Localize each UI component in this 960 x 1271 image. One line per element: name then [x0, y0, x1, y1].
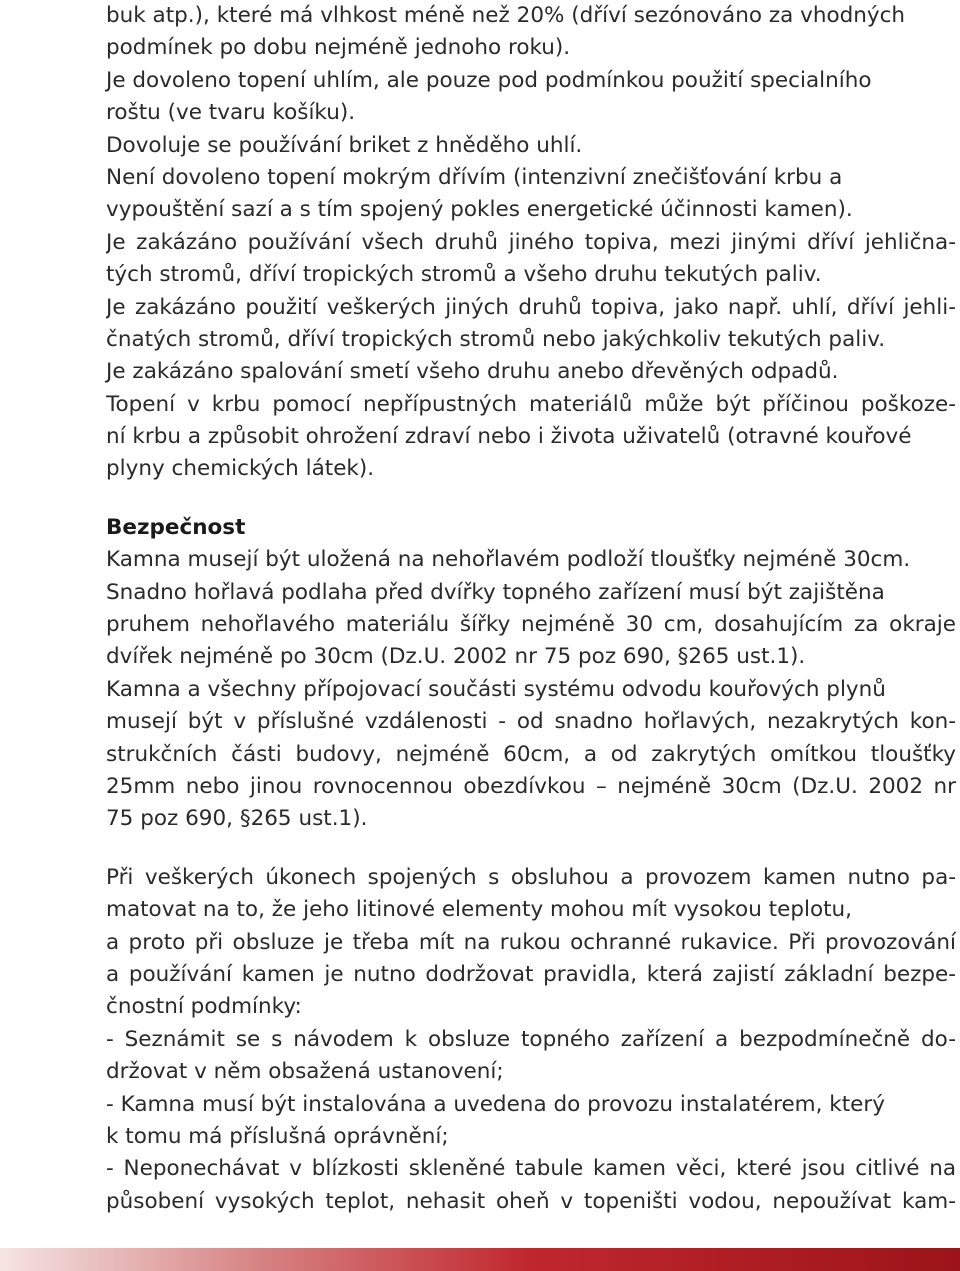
- paragraph-gap: [106, 836, 956, 862]
- text-line: Dovoluje se používání briket z hněděho uhlí.: [106, 132, 583, 158]
- text-line: buk atp.), které má vlhkost méně než 20% (dříví sezónováno za vhodných: [106, 3, 906, 28]
- text-line: Topení v krbu pomocí nepřípustných materiálů může být příčinou poškoze-: [106, 391, 956, 417]
- footer-decorative-bar: [0, 1248, 960, 1271]
- text-line: Kamna a všechny přípojovací součásti systému odvodu kouřových plynů: [106, 676, 886, 702]
- text-line: držovat v něm obsažená ustanovení;: [106, 1059, 504, 1085]
- text-line: plyny chemických látek).: [106, 456, 375, 482]
- text-line: a používání kamen je nutno dodržovat pravidla, která zajistí základní bezpe-: [106, 961, 956, 987]
- paragraph-gap: [106, 486, 956, 512]
- text-line: roštu (ve tvaru košíku).: [106, 100, 356, 126]
- text-line: Je zakázáno spalování smetí všeho druhu anebo dřevěných odpadů.: [106, 359, 839, 385]
- text-line: k tomu má příslušná oprávnění;: [106, 1123, 449, 1149]
- paragraph-operation: [106, 862, 956, 1218]
- text-line: Je zakázáno použití veškerých jiných druhů topiva, jako např. uhlí, dříví jehli-: [106, 294, 956, 320]
- text-line: strukčních části budovy, nejméně 60cm, a od zakrytých omítkou tloušťky: [106, 741, 956, 767]
- list-item: - Kamna musí být instalována a uvedena do provozu instalatérem, který: [106, 1091, 885, 1117]
- text-line: ní krbu a způsobit ohrožení zdraví nebo i života uživatelů (otravné kouřové: [106, 424, 912, 450]
- text-line: Je dovoleno topení uhlím, ale pouze pod podmínkou použití specialního: [106, 67, 872, 93]
- text-line: musejí být v příslušné vzdálenosti - od snadno hořlavých, nezakrytých kon-: [106, 709, 956, 735]
- paragraph-fuel-rules: [106, 0, 956, 486]
- section-safety: [106, 512, 956, 836]
- text-line: Při veškerých úkonech spojených s obsluhou a provozem kamen nutno pa-: [106, 864, 956, 890]
- text-line: Snadno hořlavá podlaha před dvířky topného zařízení musí být zajištěna: [106, 579, 885, 605]
- text-line: podmínek po dobu nejméně jednoho roku).: [106, 35, 571, 61]
- list-item: - Seznámit se s návodem k obsluze topného zařízení a bezpodmínečně do-: [106, 1026, 956, 1052]
- text-line: vypouštění sazí a s tím spojený pokles energetické účinnosti kamen).: [106, 197, 853, 223]
- text-line: a proto při obsluze je třeba mít na rukou ochranné rukavice. Při provozování: [106, 929, 956, 955]
- text-line: 75 poz 690, §265 ust.1).: [106, 806, 368, 832]
- text-line: Kamna musejí být uložená na nehořlavém podloží tloušťky nejméně 30cm.: [106, 547, 911, 573]
- list-item: - Neponechávat v blízkosti skleněné tabule kamen věci, které jsou citlivé na: [106, 1156, 956, 1182]
- text-line: Je zakázáno používání všech druhů jiného topiva, mezi jinými dříví jehlična-: [106, 229, 956, 255]
- document-body: [106, 0, 956, 1218]
- text-line: matovat na to, že jeho litinové elementy mohou mít vysokou teplotu,: [106, 897, 852, 923]
- text-line: tých stromů, dříví tropických stromů a všeho druhu tekutých paliv.: [106, 262, 822, 288]
- text-line: působení vysokých teplot, nehasit oheň v topeništi vodou, nepoužívat kam-: [106, 1188, 956, 1214]
- text-line: čnostní podmínky:: [106, 994, 302, 1020]
- section-heading: Bezpečnost: [106, 514, 246, 540]
- text-line: dvířek nejméně po 30cm (Dz.U. 2002 nr 75 poz 690, §265 ust.1).: [106, 644, 806, 670]
- text-line: Není dovoleno topení mokrým dřívím (intenzivní znečišťování krbu a: [106, 164, 843, 190]
- text-line: pruhem nehořlavého materiálu šířky nejméně 30 cm, dosahujícím za okraje: [106, 612, 956, 638]
- text-line: 25mm nebo jinou rovnocennou obezdívkou – nejméně 30cm (Dz.U. 2002 nr: [106, 773, 956, 799]
- text-line: čnatých stromů, dříví tropických stromů nebo jakýchkoliv tekutých paliv.: [106, 326, 886, 352]
